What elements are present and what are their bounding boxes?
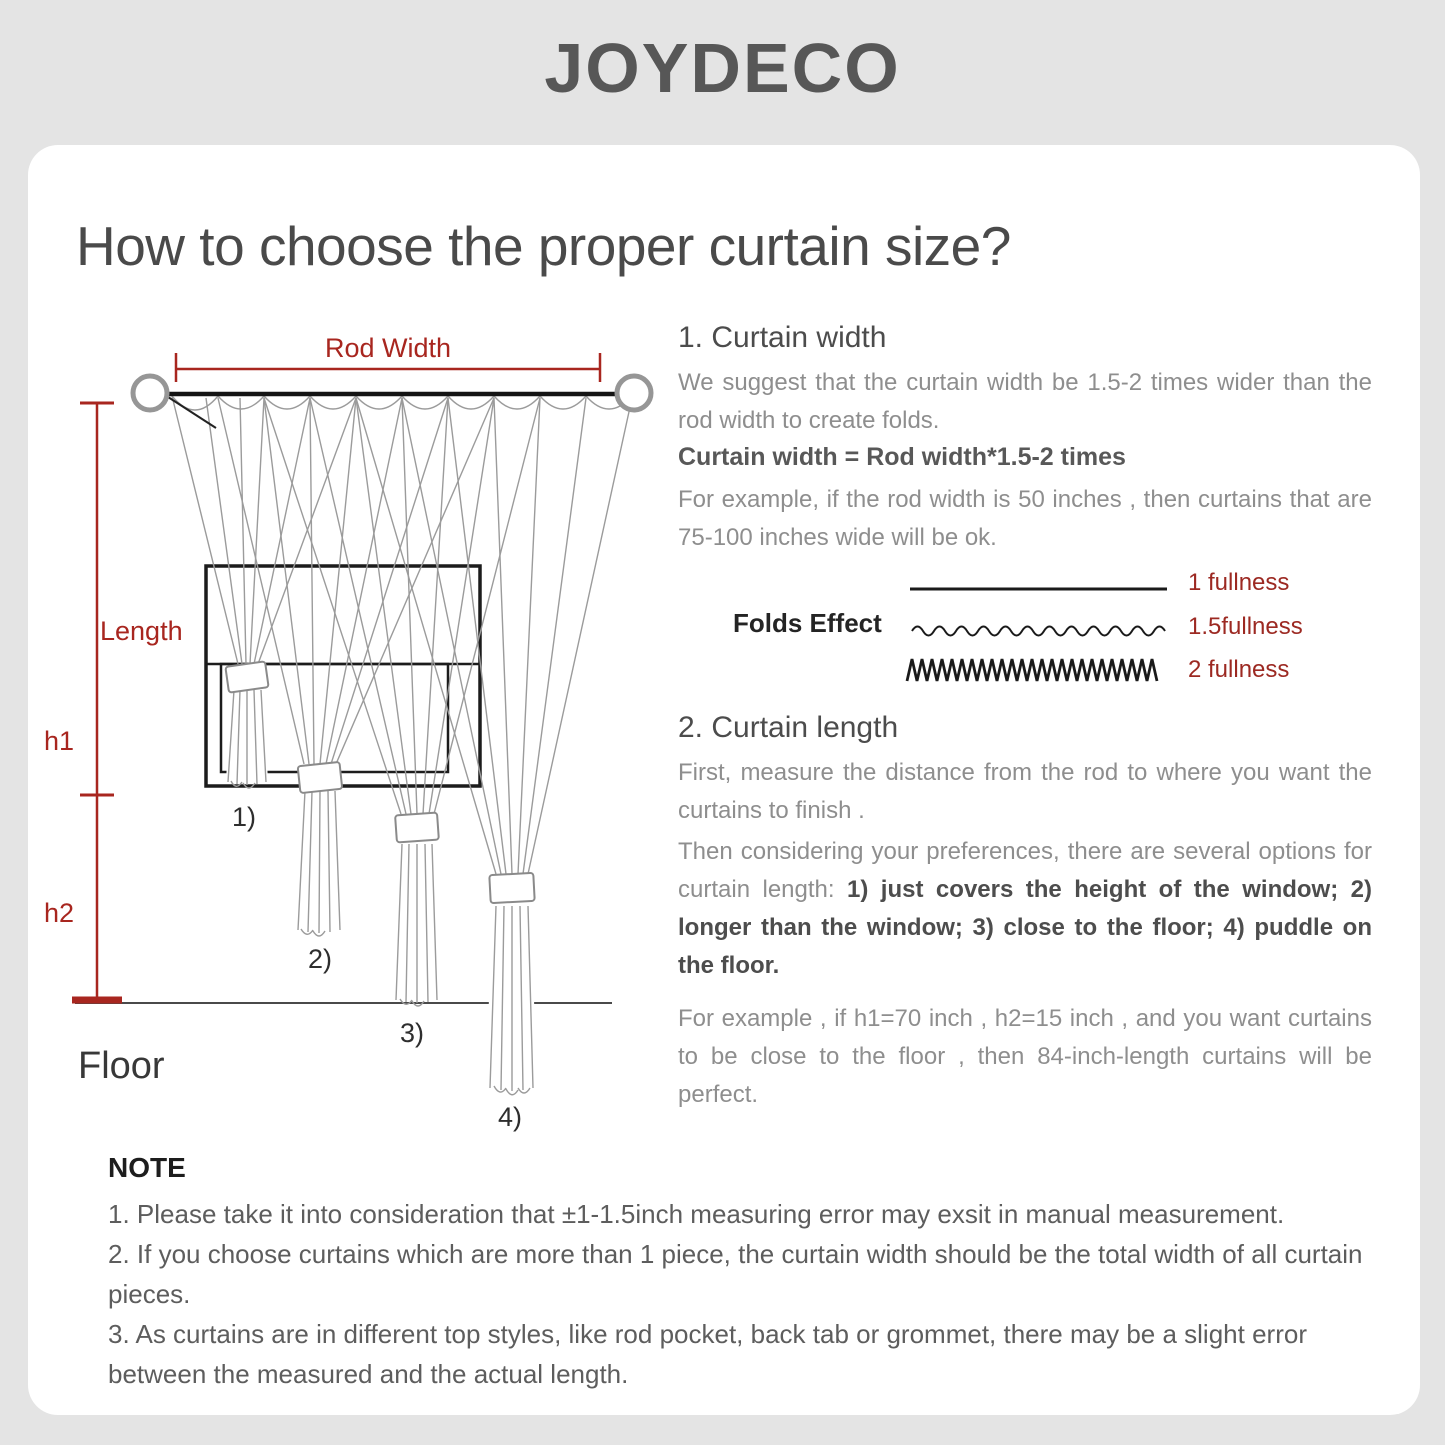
section-1-paragraph: We suggest that the curtain width be 1.5-2 times wider than the rod width to create folds. <box>678 369 1372 434</box>
option-label-1: 1) <box>232 802 257 832</box>
length-options-intro: Then considering your preferences, there are several options for curtain length: <box>678 838 1372 903</box>
section-2-heading: 2. Curtain length <box>678 711 899 744</box>
fullness-2-label: 2 fullness <box>1188 656 1290 683</box>
note-heading: NOTE <box>108 1152 186 1183</box>
option-label-4: 4) <box>498 1102 523 1132</box>
option-label-3: 3) <box>400 1018 425 1048</box>
section-2-example: For example , if h1=70 inch , h2=15 inch , and you want curtains to be close to the floor , then 84-inch-length curtains will be perfect. <box>678 1005 1372 1108</box>
note-item-3: 3. As curtains are in different top styles, like rod pocket, back tab or grommet, there may be a slight error between the measured and the actual length. <box>108 1319 1307 1389</box>
folds-effect-label: Folds Effect <box>733 608 882 638</box>
rod-width-label: Rod Width <box>324 333 452 363</box>
section-1-example: For example, if the rod width is 50 inches , then curtains that are 75-100 inches wide will be ok. <box>678 486 1372 551</box>
note-item-1: 1. Please take it into consideration that ±1-1.5inch measuring error may exsit in manual measurement. <box>108 1199 1285 1229</box>
note-item-2: 2. If you choose curtains which are more than 1 piece, the curtain width should be the total width of all curtain pieces. <box>108 1239 1363 1309</box>
fullness-1-label: 1 fullness <box>1188 569 1290 596</box>
length-options-bold: 1) just covers the height of the window; 2) longer than the window; 3) close to the floor; 4) puddle on the floor. <box>678 876 1373 979</box>
floor-label: Floor <box>78 1045 165 1087</box>
option-label-2: 2) <box>308 944 333 974</box>
section-1-heading: 1. Curtain width <box>678 321 887 354</box>
fullness-1-5-label: 1.5fullness <box>1188 613 1303 640</box>
section-2-paragraph-2 <box>678 833 1372 985</box>
h1-label: h1 <box>44 726 75 756</box>
h2-label: h2 <box>44 898 75 928</box>
brand-logo: JOYDECO <box>544 29 901 107</box>
length-label: Length <box>100 616 183 646</box>
note-list <box>108 1194 1392 1394</box>
section-2-paragraph-1: First, measure the distance from the rod to where you want the curtains to finish . <box>678 759 1372 824</box>
page-title: How to choose the proper curtain size? <box>76 215 1011 277</box>
curtain-width-formula: Curtain width = Rod width*1.5-2 times <box>678 443 1126 471</box>
